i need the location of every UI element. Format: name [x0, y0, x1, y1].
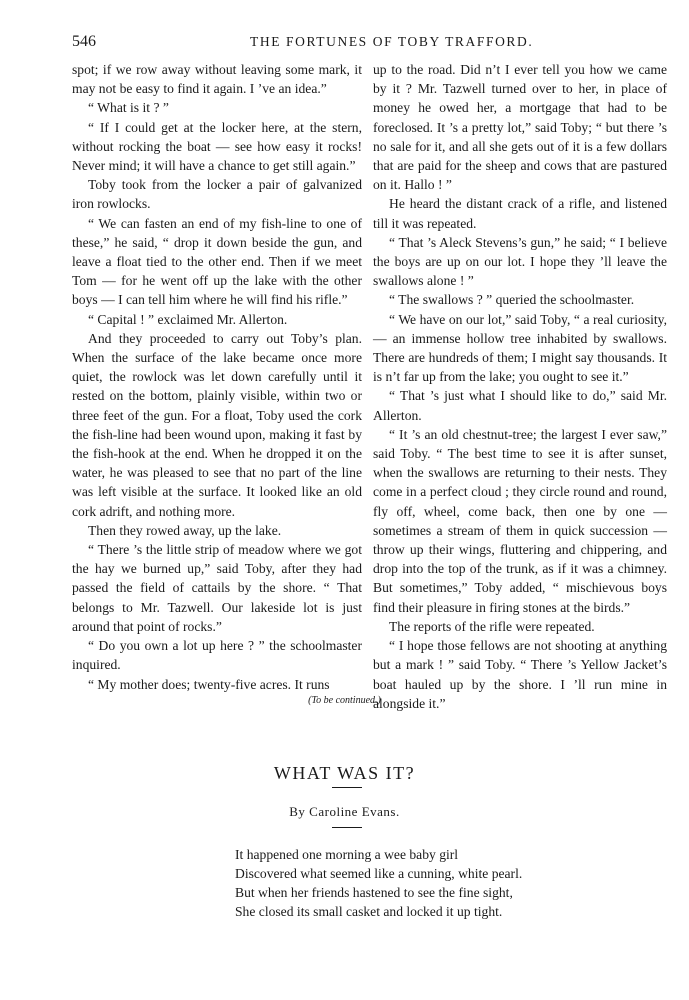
running-title: THE FORTUNES OF TOBY TRAFFORD. [250, 34, 534, 49]
poem [235, 845, 595, 921]
paragraph: Toby took from the locker a pair of galvanized iron rowlocks. [72, 177, 362, 212]
poem-line: But when her friends hastened to see the fine sight, [235, 885, 513, 900]
paragraph: “ We can fasten an end of my fish-line to one of these,” he said, “ drop it down beside the gun, and leave a float tied to the other end. Then if we meet Tom — for he went off up the lake with the other boys — I can tell him where he will find his rifle.” [72, 215, 362, 308]
paragraph: “ We have on our lot,” said Toby, “ a real curiosity,— an immense hollow tree inhabited by swallows. There are hundreds of them; I might say thousands. It is n’t far up from the lake; you ought to see it.” [373, 311, 667, 385]
paragraph: up to the road. Did n’t I ever tell you how we came by it ? Mr. Tazwell turned over to her, in place of money he owed her, a mortgage that had to be foreclosed. It ’s a pretty lot,” said Toby; “ but there ’s no sale for it, and all she gets out of it is a few dollars that are paid for the sheep and cows that are pastured on it. Hallo ! ” [373, 62, 667, 193]
to-be-continued-note: (To be continued.) [308, 695, 381, 706]
byline-divider [332, 827, 362, 828]
right-column [373, 60, 667, 713]
poem-line: She closed its small casket and locked it up tight. [235, 904, 503, 919]
left-column [72, 60, 362, 694]
paragraph: The reports of the rifle were repeated. [389, 618, 595, 634]
paragraph: “ That ’s Aleck Stevens’s gun,” he said; “ I believe the boys are up on our lot. I hope they ’ll leave the swallows alone ! ” [373, 234, 667, 289]
article-title: WHAT WAS IT? [273, 763, 416, 783]
paragraph: “ There ’s the little strip of meadow where we got the hay we burned up,” said Toby, after they had passed the field of cattails by the shore. “ That belongs to Mr. Tazwell. Our lakeside lot is just around that point of rocks.” [72, 542, 362, 634]
byline: By Caroline Evans. [289, 804, 400, 819]
poem-line: It happened one morning a wee baby girl [235, 847, 459, 862]
paragraph: spot; if we row away without leaving some mark, it may not be easy to find it again. I ’ve an idea.” [72, 62, 362, 97]
page-number: 546 [72, 33, 96, 50]
paragraph: “ The swallows ? ” queried the schoolmaster. [389, 292, 635, 308]
poem-line: Discovered what seemed like a cunning, white pearl. [235, 866, 523, 881]
paragraph: “ Capital ! ” exclaimed Mr. Allerton. [88, 311, 288, 327]
page-header [72, 33, 660, 53]
paragraph: And they proceeded to carry out Toby’s plan. When the surface of the lake became once more quiet, the rowlock was let down carefully until it rested on the bottom, plainly visible, within two or three feet of the gun. For a float, Toby used the cork the fish-line had been wound upon, making it fast by the fish-hook at the end. When he dropped it on the water, he was pleased to see that no part of the line was left visible at the surface. It looked like an old cork adrift, and nothing more. [72, 330, 362, 519]
paragraph: Then they rowed away, up the lake. [88, 522, 282, 538]
paragraph: “ What is it ? ” [88, 100, 169, 116]
paragraph: He heard the distant crack of a rifle, and listened till it was repeated. [373, 196, 667, 231]
paragraph: “ That ’s just what I should like to do,” said Mr. Allerton. [373, 388, 667, 423]
paragraph: “ If I could get at the locker here, at the stern, without rocking the boat — see how easy it rocks! Never mind; it will have a chance to get still again.” [72, 119, 362, 174]
title-divider [332, 787, 362, 788]
paragraph: “ Do you own a lot up here ? ” the schoolmaster inquired. [72, 638, 362, 673]
paragraph: “ It ’s an old chestnut-tree; the largest I ever saw,” said Toby. “ The best time to see it is after sunset, when the swallows are returning to their nests. They come in a perfect cloud ; they circle round and round, fly off, wheel, come back, then one by one — sometimes a stream of them in quick succession — throw up their wings, fluttering and chippering, and drop into the top of the trunk, as if it was a chimney. But sometimes,” Toby added, “ mischievous boys find their pleasure in firing stones at the birds.” [373, 426, 667, 615]
paragraph: “ I hope those fellows are not shooting at anything but a mark ! ” said Toby. “ There ’s Yellow Jacket’s boat hauled up by the shore. I ’ll run mine in alongside it.” [373, 638, 667, 711]
paragraph: “ My mother does; twenty-five acres. It runs [88, 676, 330, 692]
